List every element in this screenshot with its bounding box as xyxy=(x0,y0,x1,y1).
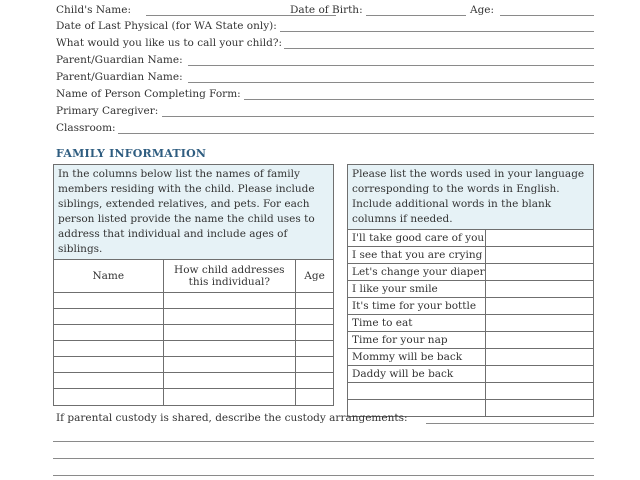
phrase-row xyxy=(348,298,594,315)
parent1-row xyxy=(56,54,596,68)
last-physical-row xyxy=(56,20,596,34)
family-members-table xyxy=(53,164,334,406)
family-instructions: In the columns below list the names of family members residing with the child. Please include siblings, extended relatives, and pets. For each person listed provide the name the child uses to address that individual and include ages of siblings. xyxy=(54,165,334,260)
phrase-row xyxy=(348,383,594,400)
age-cell[interactable] xyxy=(296,325,334,341)
parent2-field[interactable] xyxy=(188,71,594,83)
call-child-row xyxy=(56,37,596,51)
name-column-header: Name xyxy=(54,260,164,293)
classroom-row xyxy=(56,122,596,136)
phrase-row xyxy=(348,281,594,298)
custody-label: If parental custody is shared, describe the custody arrangements: xyxy=(56,412,408,424)
table-row xyxy=(54,357,334,373)
age-field[interactable] xyxy=(500,4,594,16)
addresses-column-header: How child addresses this individual? xyxy=(163,260,296,293)
custody-line[interactable] xyxy=(53,475,594,476)
phrase-row xyxy=(348,366,594,383)
childs-name-label: Child's Name: xyxy=(56,4,132,16)
phrase-row xyxy=(348,230,594,247)
last-physical-label: Date of Last Physical (for WA State only): xyxy=(56,20,277,32)
parent1-field[interactable] xyxy=(188,54,594,66)
primary-caregiver-label: Primary Caregiver: xyxy=(56,105,159,117)
last-physical-field[interactable] xyxy=(280,20,594,32)
english-phrase: Mommy will be back xyxy=(348,349,486,366)
person-completing-label: Name of Person Completing Form: xyxy=(56,88,241,100)
name-cell[interactable] xyxy=(54,357,164,373)
age-cell[interactable] xyxy=(296,357,334,373)
childs-name-row xyxy=(56,4,596,18)
translation-cell[interactable] xyxy=(485,383,593,400)
addresses-cell[interactable] xyxy=(163,341,296,357)
english-phrase: Time to eat xyxy=(348,315,486,332)
family-information-heading: FAMILY INFORMATION xyxy=(56,147,207,160)
addresses-cell[interactable] xyxy=(163,309,296,325)
age-cell[interactable] xyxy=(296,309,334,325)
phrase-row xyxy=(348,332,594,349)
english-phrase: I see that you are crying xyxy=(348,247,486,264)
addresses-cell[interactable] xyxy=(163,373,296,389)
translation-cell[interactable] xyxy=(485,298,593,315)
person-completing-row xyxy=(56,88,596,102)
table-row xyxy=(54,341,334,357)
translation-cell[interactable] xyxy=(485,264,593,281)
person-completing-field[interactable] xyxy=(244,88,594,100)
parent2-row xyxy=(56,71,596,85)
age-cell[interactable] xyxy=(296,293,334,309)
phrase-row xyxy=(348,264,594,281)
addresses-cell[interactable] xyxy=(163,357,296,373)
name-cell[interactable] xyxy=(54,341,164,357)
translation-cell[interactable] xyxy=(485,247,593,264)
translation-cell[interactable] xyxy=(485,230,593,247)
age-cell[interactable] xyxy=(296,373,334,389)
age-cell[interactable] xyxy=(296,389,334,406)
english-phrase: I like your smile xyxy=(348,281,486,298)
dob-label: Date of Birth: xyxy=(290,4,363,16)
age-column-header: Age xyxy=(296,260,334,293)
classroom-label: Classroom: xyxy=(56,122,116,134)
translation-cell[interactable] xyxy=(485,281,593,298)
primary-caregiver-row xyxy=(56,105,596,119)
english-phrase: I'll take good care of you xyxy=(348,230,486,247)
name-cell[interactable] xyxy=(54,293,164,309)
language-phrases-table xyxy=(347,164,594,417)
addresses-cell[interactable] xyxy=(163,293,296,309)
translation-cell[interactable] xyxy=(485,332,593,349)
custody-row xyxy=(56,412,408,424)
classroom-field[interactable] xyxy=(118,122,594,134)
custody-line[interactable] xyxy=(53,441,594,442)
age-cell[interactable] xyxy=(296,341,334,357)
translation-cell[interactable] xyxy=(485,315,593,332)
phrase-row xyxy=(348,315,594,332)
call-child-field[interactable] xyxy=(284,37,594,49)
english-phrase-blank[interactable] xyxy=(348,383,486,400)
translation-cell[interactable] xyxy=(485,349,593,366)
name-cell[interactable] xyxy=(54,373,164,389)
addresses-cell[interactable] xyxy=(163,389,296,406)
phrase-row xyxy=(348,349,594,366)
table-row xyxy=(54,325,334,341)
custody-line[interactable] xyxy=(53,458,594,459)
table-row xyxy=(54,373,334,389)
call-child-label: What would you like us to call your child?: xyxy=(56,37,283,49)
translation-cell[interactable] xyxy=(485,366,593,383)
english-phrase: Daddy will be back xyxy=(348,366,486,383)
custody-field[interactable] xyxy=(426,412,594,424)
table-row xyxy=(54,293,334,309)
english-phrase: Let's change your diaper xyxy=(348,264,486,281)
name-cell[interactable] xyxy=(54,389,164,406)
name-cell[interactable] xyxy=(54,309,164,325)
english-phrase: Time for your nap xyxy=(348,332,486,349)
name-cell[interactable] xyxy=(54,325,164,341)
addresses-cell[interactable] xyxy=(163,325,296,341)
language-instructions: Please list the words used in your language corresponding to the words in English. Include additional words in the blank columns if needed. xyxy=(348,165,594,230)
parent1-label: Parent/Guardian Name: xyxy=(56,54,183,66)
primary-caregiver-field[interactable] xyxy=(162,105,594,117)
table-row xyxy=(54,309,334,325)
parent2-label: Parent/Guardian Name: xyxy=(56,71,183,83)
table-row xyxy=(54,389,334,406)
dob-field[interactable] xyxy=(366,4,466,16)
age-label: Age: xyxy=(470,4,495,16)
english-phrase: It's time for your bottle xyxy=(348,298,486,315)
phrase-row xyxy=(348,247,594,264)
